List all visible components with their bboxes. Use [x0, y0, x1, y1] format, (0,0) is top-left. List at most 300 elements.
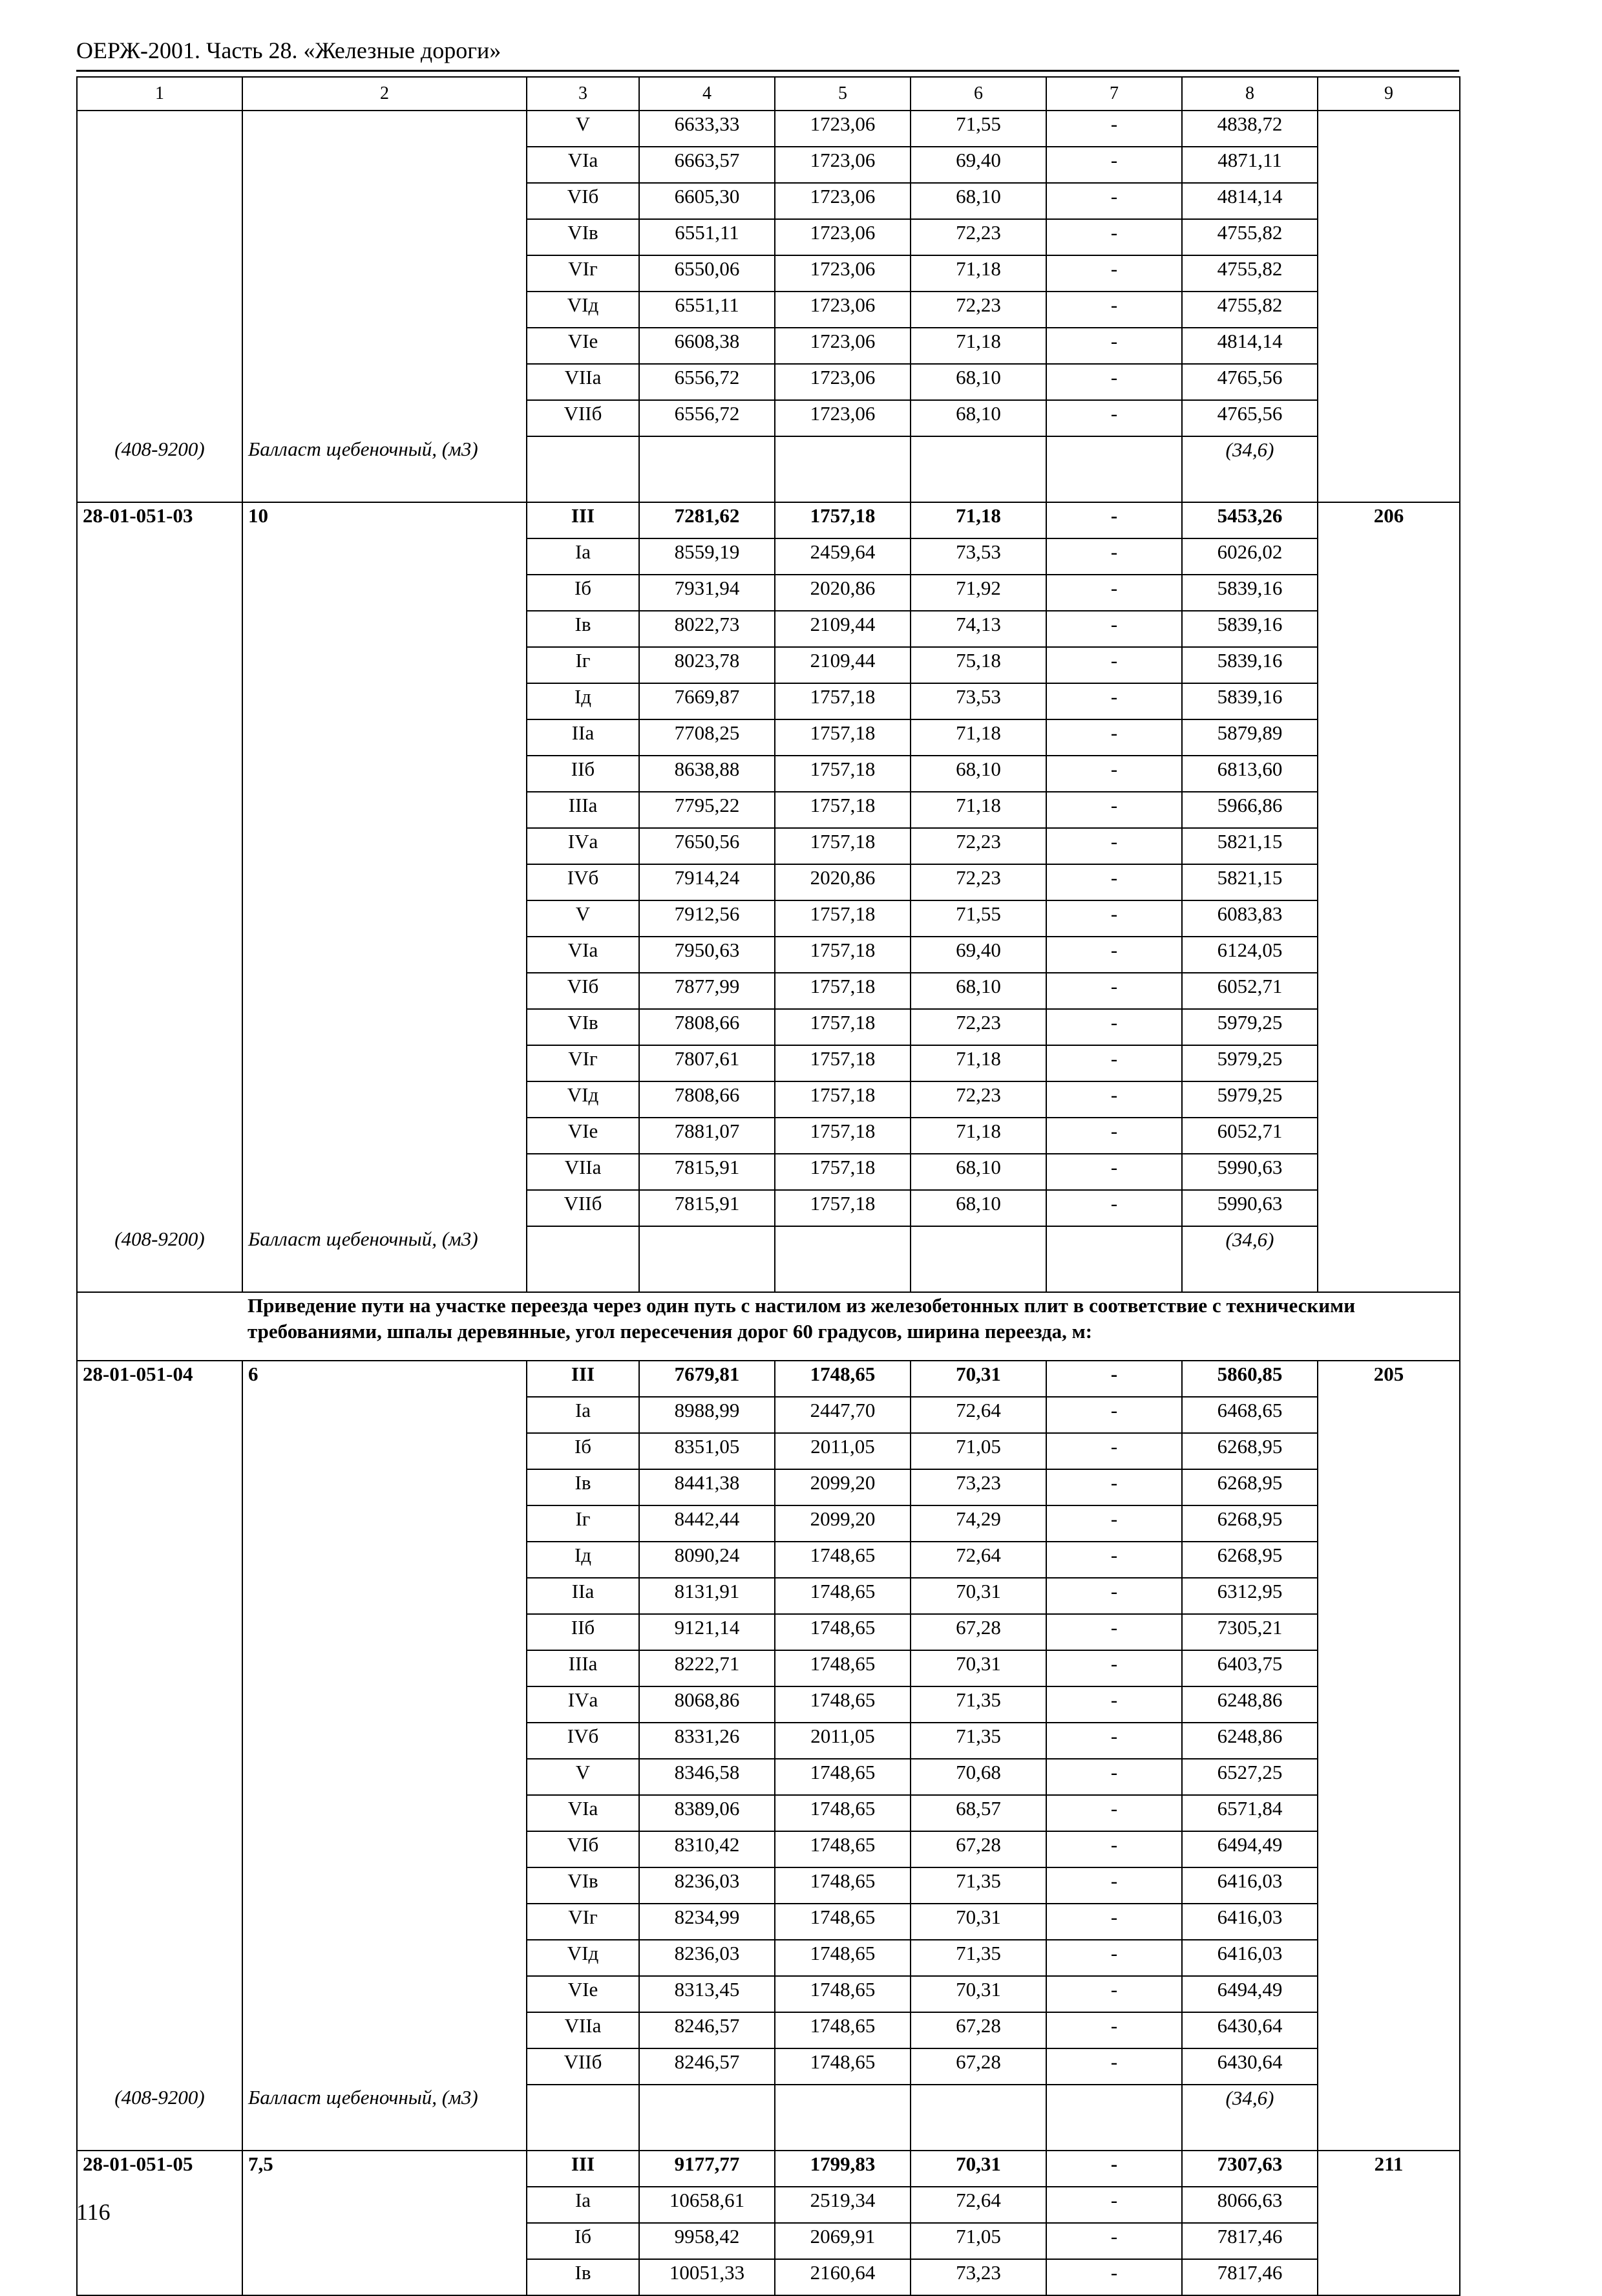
materials-cell: 5821,15: [1182, 864, 1318, 900]
wages-cell: 1748,65: [775, 1904, 911, 1940]
labor-cell: [1318, 1226, 1460, 1292]
total-cost-cell: 6551,11: [639, 292, 775, 328]
operator-wages-cell: -: [1046, 2048, 1182, 2085]
table-row: [77, 864, 1460, 900]
labor-cell: [1318, 1759, 1460, 1795]
operator-wages-cell: [1046, 436, 1182, 502]
operator-wages-cell: -: [1046, 219, 1182, 255]
labor-cell: [1318, 1045, 1460, 1081]
machine-cost-cell: 67,28: [911, 2048, 1046, 2085]
labor-cell: [1318, 2048, 1460, 2085]
zone-cell: VIе: [527, 328, 639, 364]
table-row: [77, 647, 1460, 683]
zone-cell: VIг: [527, 1904, 639, 1940]
total-cost-cell: 8236,03: [639, 1940, 775, 1976]
machine-cost-cell: 71,55: [911, 900, 1046, 937]
materials-cell: 6052,71: [1182, 973, 1318, 1009]
wages-cell: 1723,06: [775, 400, 911, 436]
zone-cell: VIIб: [527, 2048, 639, 2085]
operator-wages-cell: -: [1046, 502, 1182, 538]
code-cell: (408-9200): [77, 1226, 242, 1292]
machine-cost-cell: 73,53: [911, 683, 1046, 719]
code-cell: [77, 1831, 242, 1867]
code-cell: [77, 1505, 242, 1542]
table-row: [77, 1505, 1460, 1542]
code-cell: [77, 292, 242, 328]
description-cell: [242, 575, 527, 611]
labor-cell: [1318, 292, 1460, 328]
description-cell: Балласт щебеночный, (м3): [242, 1226, 527, 1292]
labor-cell: [1318, 2223, 1460, 2259]
code-cell: [77, 219, 242, 255]
operator-wages-cell: -: [1046, 2223, 1182, 2259]
zone-cell: VIд: [527, 1940, 639, 1976]
machine-cost-cell: 68,10: [911, 400, 1046, 436]
description-cell: [242, 864, 527, 900]
column-header: 2: [242, 77, 527, 111]
description-cell: [242, 400, 527, 436]
labor-cell: [1318, 328, 1460, 364]
operator-wages-cell: -: [1046, 2187, 1182, 2223]
column-header: 9: [1318, 77, 1460, 111]
materials-cell: 4765,56: [1182, 400, 1318, 436]
zone-cell: VIд: [527, 292, 639, 328]
operator-wages-cell: [1046, 1226, 1182, 1292]
table-row: [77, 1578, 1460, 1614]
description-cell: [242, 2048, 527, 2085]
total-cost-cell: 7914,24: [639, 864, 775, 900]
zone-cell: Iа: [527, 2187, 639, 2223]
code-cell: [77, 1650, 242, 1686]
labor-cell: [1318, 219, 1460, 255]
description-cell: [242, 1650, 527, 1686]
machine-cost-cell: 71,18: [911, 502, 1046, 538]
operator-wages-cell: -: [1046, 1505, 1182, 1542]
labor-cell: [1318, 1154, 1460, 1190]
labor-cell: [1318, 2187, 1460, 2223]
section-heading-spacer: [77, 1292, 242, 1361]
zone-cell: VIа: [527, 147, 639, 183]
labor-cell: [1318, 1867, 1460, 1904]
machine-cost-cell: 67,28: [911, 1614, 1046, 1650]
table-row: [77, 756, 1460, 792]
description-cell: [242, 1542, 527, 1578]
wages-cell: 1757,18: [775, 900, 911, 937]
zone-cell: IVа: [527, 1686, 639, 1723]
table-row: [77, 219, 1460, 255]
machine-cost-cell: 67,28: [911, 2012, 1046, 2048]
zone-cell: VIIа: [527, 1154, 639, 1190]
materials-cell: 4755,82: [1182, 292, 1318, 328]
materials-cell: 5839,16: [1182, 575, 1318, 611]
description-cell: Балласт щебеночный, (м3): [242, 2085, 527, 2151]
machine-cost-cell: [911, 436, 1046, 502]
total-cost-cell: 7795,22: [639, 792, 775, 828]
machine-cost-cell: 72,64: [911, 1397, 1046, 1433]
wages-cell: 1723,06: [775, 219, 911, 255]
description-cell: [242, 647, 527, 683]
wages-cell: 1723,06: [775, 111, 911, 147]
zone-cell: IVб: [527, 1723, 639, 1759]
description-cell: [242, 973, 527, 1009]
zone-cell: VIв: [527, 1009, 639, 1045]
machine-cost-cell: 68,10: [911, 756, 1046, 792]
code-cell: [77, 1614, 242, 1650]
total-cost-cell: [639, 2085, 775, 2151]
operator-wages-cell: -: [1046, 328, 1182, 364]
code-cell: [77, 828, 242, 864]
total-cost-cell: 7281,62: [639, 502, 775, 538]
materials-cell: 7817,46: [1182, 2259, 1318, 2295]
machine-cost-cell: 73,23: [911, 2259, 1046, 2295]
wages-cell: 1757,18: [775, 1081, 911, 1118]
operator-wages-cell: -: [1046, 1190, 1182, 1226]
zone-cell: IIб: [527, 1614, 639, 1650]
wages-cell: 1757,18: [775, 502, 911, 538]
machine-cost-cell: 70,31: [911, 1904, 1046, 1940]
zone-cell: VIа: [527, 937, 639, 973]
materials-cell: 5879,89: [1182, 719, 1318, 756]
materials-cell: 6430,64: [1182, 2048, 1318, 2085]
column-header: 5: [775, 77, 911, 111]
wages-cell: 1757,18: [775, 683, 911, 719]
machine-cost-cell: 71,05: [911, 2223, 1046, 2259]
machine-cost-cell: 72,64: [911, 2187, 1046, 2223]
materials-cell: 8066,63: [1182, 2187, 1318, 2223]
description-cell: [242, 2223, 527, 2259]
operator-wages-cell: -: [1046, 2259, 1182, 2295]
operator-wages-cell: -: [1046, 1723, 1182, 1759]
machine-cost-cell: 72,23: [911, 292, 1046, 328]
wages-cell: 1748,65: [775, 1614, 911, 1650]
materials-cell: 4838,72: [1182, 111, 1318, 147]
wages-cell: 2459,64: [775, 538, 911, 575]
table-row: [77, 502, 1460, 538]
table-row: [77, 1867, 1460, 1904]
description-cell: [242, 1795, 527, 1831]
machine-cost-cell: 70,31: [911, 2151, 1046, 2187]
machine-cost-cell: 71,35: [911, 1940, 1046, 1976]
wages-cell: 2011,05: [775, 1723, 911, 1759]
machine-cost-cell: 72,23: [911, 1081, 1046, 1118]
zone-cell: VIIб: [527, 1190, 639, 1226]
total-cost-cell: 8222,71: [639, 1650, 775, 1686]
wages-cell: 1748,65: [775, 1867, 911, 1904]
code-cell: [77, 364, 242, 400]
code-cell: [77, 900, 242, 937]
wages-cell: 1748,65: [775, 1361, 911, 1397]
code-cell: [77, 719, 242, 756]
wages-cell: 1757,18: [775, 1009, 911, 1045]
total-cost-cell: 8559,19: [639, 538, 775, 575]
wages-cell: 1757,18: [775, 1154, 911, 1190]
description-cell: [242, 828, 527, 864]
total-cost-cell: 7881,07: [639, 1118, 775, 1154]
materials-cell: 5979,25: [1182, 1045, 1318, 1081]
materials-cell: (34,6): [1182, 2085, 1318, 2151]
zone-cell: VIг: [527, 255, 639, 292]
labor-cell: [1318, 1009, 1460, 1045]
zone-cell: III: [527, 2151, 639, 2187]
total-cost-cell: 6608,38: [639, 328, 775, 364]
machine-cost-cell: 71,18: [911, 719, 1046, 756]
total-cost-cell: 6556,72: [639, 400, 775, 436]
table-row: [77, 2012, 1460, 2048]
materials-cell: (34,6): [1182, 436, 1318, 502]
wages-cell: [775, 1226, 911, 1292]
machine-cost-cell: 72,23: [911, 219, 1046, 255]
machine-cost-cell: 72,23: [911, 828, 1046, 864]
materials-cell: 6494,49: [1182, 1976, 1318, 2012]
machine-cost-cell: 72,64: [911, 1542, 1046, 1578]
description-cell: [242, 792, 527, 828]
labor-cell: [1318, 1542, 1460, 1578]
code-cell: [77, 147, 242, 183]
description-cell: [242, 1118, 527, 1154]
labor-cell: [1318, 1795, 1460, 1831]
description-cell: [242, 1940, 527, 1976]
section-heading-row: [77, 1292, 1460, 1361]
labor-cell: [1318, 1904, 1460, 1940]
materials-cell: 6052,71: [1182, 1118, 1318, 1154]
table-row: [77, 683, 1460, 719]
table-row: [77, 1723, 1460, 1759]
wages-cell: 1748,65: [775, 1759, 911, 1795]
labor-cell: [1318, 400, 1460, 436]
operator-wages-cell: -: [1046, 1542, 1182, 1578]
description-cell: [242, 719, 527, 756]
total-cost-cell: 9177,77: [639, 2151, 775, 2187]
machine-cost-cell: 70,31: [911, 1578, 1046, 1614]
materials-cell: 5839,16: [1182, 611, 1318, 647]
operator-wages-cell: -: [1046, 1759, 1182, 1795]
description-cell: [242, 611, 527, 647]
zone-cell: IVб: [527, 864, 639, 900]
total-cost-cell: 8022,73: [639, 611, 775, 647]
code-cell: [77, 1397, 242, 1433]
labor-cell: [1318, 900, 1460, 937]
wages-cell: 1748,65: [775, 1578, 911, 1614]
machine-cost-cell: 68,10: [911, 973, 1046, 1009]
zone-cell: IIа: [527, 719, 639, 756]
table-row: [77, 364, 1460, 400]
table-row: [77, 183, 1460, 219]
total-cost-cell: 7669,87: [639, 683, 775, 719]
labor-cell: [1318, 1505, 1460, 1542]
page-header-title: ОЕРЖ-2001. Часть 28. «Железные дороги»: [76, 37, 501, 63]
code-cell: [77, 1154, 242, 1190]
table-row: [77, 1190, 1460, 1226]
zone-cell: VIг: [527, 1045, 639, 1081]
wages-cell: 2099,20: [775, 1469, 911, 1505]
zone-cell: Iб: [527, 2223, 639, 2259]
total-cost-cell: 8313,45: [639, 1976, 775, 2012]
labor-cell: [1318, 756, 1460, 792]
rates-table: [76, 76, 1460, 2296]
zone-cell: V: [527, 900, 639, 937]
total-cost-cell: 7808,66: [639, 1081, 775, 1118]
total-cost-cell: [639, 1226, 775, 1292]
column-header: 1: [77, 77, 242, 111]
total-cost-cell: 7807,61: [639, 1045, 775, 1081]
zone-cell: Iв: [527, 611, 639, 647]
labor-cell: [1318, 828, 1460, 864]
machine-cost-cell: 67,28: [911, 1831, 1046, 1867]
table-row: [77, 255, 1460, 292]
code-cell: [77, 1081, 242, 1118]
operator-wages-cell: [1046, 2085, 1182, 2151]
description-cell: [242, 328, 527, 364]
operator-wages-cell: -: [1046, 1433, 1182, 1469]
wages-cell: 2020,86: [775, 864, 911, 900]
materials-cell: 6571,84: [1182, 1795, 1318, 1831]
operator-wages-cell: -: [1046, 756, 1182, 792]
operator-wages-cell: -: [1046, 1976, 1182, 2012]
total-cost-cell: 7650,56: [639, 828, 775, 864]
zone-cell: VIе: [527, 1118, 639, 1154]
table-row: [77, 2187, 1460, 2223]
table-row: [77, 1433, 1460, 1469]
code-cell: [77, 538, 242, 575]
total-cost-cell: 9958,42: [639, 2223, 775, 2259]
wages-cell: 2519,34: [775, 2187, 911, 2223]
code-cell: [77, 2223, 242, 2259]
operator-wages-cell: -: [1046, 1650, 1182, 1686]
materials-cell: 4814,14: [1182, 328, 1318, 364]
materials-cell: 6416,03: [1182, 1904, 1318, 1940]
description-cell: [242, 1759, 527, 1795]
operator-wages-cell: -: [1046, 364, 1182, 400]
wages-cell: [775, 2085, 911, 2151]
machine-cost-cell: 70,31: [911, 1976, 1046, 2012]
machine-cost-cell: 71,35: [911, 1723, 1046, 1759]
code-cell: 28-01-051-05: [77, 2151, 242, 2187]
zone-cell: [527, 436, 639, 502]
machine-cost-cell: 68,57: [911, 1795, 1046, 1831]
materials-cell: 6312,95: [1182, 1578, 1318, 1614]
total-cost-cell: 8389,06: [639, 1795, 775, 1831]
labor-cell: 211: [1318, 2151, 1460, 2187]
operator-wages-cell: -: [1046, 1081, 1182, 1118]
machine-cost-cell: 71,92: [911, 575, 1046, 611]
materials-cell: 6430,64: [1182, 2012, 1318, 2048]
description-cell: [242, 1433, 527, 1469]
code-cell: [77, 183, 242, 219]
operator-wages-cell: -: [1046, 683, 1182, 719]
materials-cell: 4814,14: [1182, 183, 1318, 219]
materials-cell: 6494,49: [1182, 1831, 1318, 1867]
description-cell: [242, 147, 527, 183]
labor-cell: [1318, 792, 1460, 828]
operator-wages-cell: -: [1046, 1686, 1182, 1723]
zone-cell: VIв: [527, 1867, 639, 1904]
materials-cell: 6268,95: [1182, 1542, 1318, 1578]
code-cell: [77, 1686, 242, 1723]
total-cost-cell: 8131,91: [639, 1578, 775, 1614]
zone-cell: Iг: [527, 1505, 639, 1542]
materials-cell: 4755,82: [1182, 255, 1318, 292]
total-cost-cell: 8234,99: [639, 1904, 775, 1940]
total-cost-cell: 8246,57: [639, 2012, 775, 2048]
table-row: [77, 719, 1460, 756]
wages-cell: 1723,06: [775, 292, 911, 328]
zone-cell: Iа: [527, 1397, 639, 1433]
machine-cost-cell: 71,18: [911, 255, 1046, 292]
zone-cell: V: [527, 1759, 639, 1795]
wages-cell: 2160,64: [775, 2259, 911, 2295]
materials-cell: 6124,05: [1182, 937, 1318, 973]
zone-cell: IVа: [527, 828, 639, 864]
table-row: [77, 328, 1460, 364]
materials-cell: 5979,25: [1182, 1081, 1318, 1118]
labor-cell: [1318, 1723, 1460, 1759]
code-cell: [77, 683, 242, 719]
operator-wages-cell: -: [1046, 575, 1182, 611]
materials-cell: 6268,95: [1182, 1433, 1318, 1469]
machine-cost-cell: 68,10: [911, 364, 1046, 400]
labor-cell: [1318, 183, 1460, 219]
column-header-row: [77, 77, 1460, 111]
zone-cell: [527, 2085, 639, 2151]
code-cell: [77, 1795, 242, 1831]
machine-cost-cell: 72,23: [911, 864, 1046, 900]
machine-cost-cell: 71,55: [911, 111, 1046, 147]
column-header: 3: [527, 77, 639, 111]
code-cell: [77, 1904, 242, 1940]
machine-cost-cell: 71,35: [911, 1686, 1046, 1723]
code-cell: [77, 973, 242, 1009]
code-cell: [77, 1976, 242, 2012]
description-cell: [242, 1081, 527, 1118]
table-row: [77, 828, 1460, 864]
total-cost-cell: 8638,88: [639, 756, 775, 792]
table-row: [77, 2223, 1460, 2259]
machine-cost-cell: 74,13: [911, 611, 1046, 647]
description-cell: [242, 1686, 527, 1723]
materials-cell: 6268,95: [1182, 1469, 1318, 1505]
total-cost-cell: 8068,86: [639, 1686, 775, 1723]
labor-cell: [1318, 2085, 1460, 2151]
operator-wages-cell: -: [1046, 1614, 1182, 1650]
labor-cell: [1318, 864, 1460, 900]
materials-cell: 6083,83: [1182, 900, 1318, 937]
code-cell: [77, 400, 242, 436]
zone-cell: VIIа: [527, 2012, 639, 2048]
operator-wages-cell: -: [1046, 1469, 1182, 1505]
code-cell: [77, 1190, 242, 1226]
zone-cell: III: [527, 502, 639, 538]
machine-cost-cell: 73,53: [911, 538, 1046, 575]
total-cost-cell: 6556,72: [639, 364, 775, 400]
materials-cell: 6416,03: [1182, 1867, 1318, 1904]
labor-cell: [1318, 937, 1460, 973]
materials-cell: 6468,65: [1182, 1397, 1318, 1433]
total-cost-cell: 8442,44: [639, 1505, 775, 1542]
total-cost-cell: 7912,56: [639, 900, 775, 937]
total-cost-cell: 7931,94: [639, 575, 775, 611]
operator-wages-cell: -: [1046, 400, 1182, 436]
machine-cost-cell: 72,23: [911, 1009, 1046, 1045]
total-cost-cell: 8246,57: [639, 2048, 775, 2085]
rates-table-body: [77, 77, 1460, 2295]
total-cost-cell: 7815,91: [639, 1154, 775, 1190]
code-cell: [77, 255, 242, 292]
code-cell: [77, 647, 242, 683]
operator-wages-cell: -: [1046, 1045, 1182, 1081]
description-cell: Балласт щебеночный, (м3): [242, 436, 527, 502]
description-cell: [242, 1009, 527, 1045]
wages-cell: 1748,65: [775, 2012, 911, 2048]
